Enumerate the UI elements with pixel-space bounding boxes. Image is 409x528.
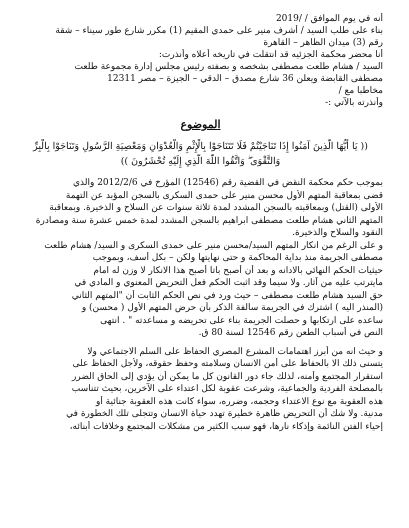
recipient-address-line: مصطفى القابضة ويعلن 36 شارع مصدق – الدقي – الجيزة – مصر 12311 — [107, 74, 383, 84]
paragraph-line: النص في أسباب الطعن رقم 12546 لسنة 80 ق. — [198, 328, 383, 338]
paragraph-verdict — [18, 177, 383, 240]
paragraph-line: الأولى (القتل) وبمعاقبته بالسجن المشدد لمدة ثلاثة سنوات عن السلاح و الذخيرة. وبمعاقبة — [49, 203, 383, 213]
paragraph-line: مدنية. ولا شك أن التحريض ظاهرة خطيرة تهدد حياة الانسان وتتجلى تلك الخطورة في — [66, 409, 383, 419]
document-header — [18, 13, 383, 109]
paragraph-line: و على الرغم من انكار المتهم السيد/محسن منير على حمدى السكرى و السيد/ هشام طلعت — [44, 240, 383, 251]
paragraph-line: المتهم الثاني هشام طلعت مصطفى ابراهيم بالسجن المشدد لمدة خمس عشرة سنة ومصادرة — [35, 215, 383, 226]
verse-line-1: (( يَا أَيُّهَا الَّذِينَ آمَنُوا إِذَا تَنَاجَيْتُمْ فَلَا تَتَنَاجَوْا بِالْإِثْمِ وَالْعُدْوَانِ وَمَعْصِيَةِ الرَّسُولِ وَتَنَاجَوْا بِالْبِرِّ — [33, 141, 368, 152]
paragraph-denial — [18, 240, 383, 340]
addressed-with-line: مخاطبا مع / — [338, 86, 383, 96]
paragraph-line: بالمصلحة الفردية والجماعية، وشرعت عقوبة لكل اعتداء على الآخرين، بحيث تتناسب — [71, 384, 383, 394]
quran-verse — [24, 139, 377, 169]
requester-address-line: رقم (3) ميدان الظاهر – القاهرة — [263, 38, 383, 48]
paragraph-line: يتسنى ذلك الا بالحفاظ على أمن الانسان وسلامته وحفظ حقوقه، ولأجل الحفاظ على — [72, 359, 383, 369]
paragraph-line: (المنذر اليه ) اشترك في الجريمة سالفة الذكر بأن حرض المتهم الأول ( محسن) و — [81, 303, 383, 313]
verse-line-2: وَالتَّقْوَى ۖ وَاتَّقُوا اللَّهَ الَّذِي إِلَيْهِ تُحْشَرُونَ )) — [120, 156, 281, 167]
paragraph-line: هذه العقوبة مع نوع الاعتداء وحجمه، وضرره، سواء كانت هذه العقوبة جنائية أو — [95, 396, 383, 407]
paragraph-line: حيثيات الحكم النهائي بالادانه و بعد أن أصبح باتا أصبح هذا الانكار لا وزن له امام — [93, 265, 383, 276]
paragraph-line: بموجب حكم محكمة النقض في القضية رقم (12546) المؤرخ في 2012/2/6 والذي — [72, 178, 383, 188]
notice-intro-line: وأنذرته بالآتي :- — [325, 98, 383, 108]
paragraph-legislator — [18, 346, 383, 434]
paragraph-line: إحياء الفتن النائمة وإذكاء نارها، فهو سبب الكثير من مشكلات المجتمع وخلافات أبنائه، — [69, 421, 383, 432]
section-title: الموضوع — [180, 118, 221, 131]
paragraph-line: و حيث انه من أبرز اهتمامات المشرع المصري الحفاظ على السلم الاجتماعي ولا — [87, 346, 383, 357]
paragraph-line: قضى بمعاقبة المتهم الأول محسن منير على حمدى السكرى بالسجن المؤبد عن التهمة — [65, 190, 383, 201]
requester-line: بناء على طلب السيد / أشرف منير على حمدي المقيم (1) مكرر شارع طور سيناء – شقة — [55, 26, 383, 36]
paragraph-line: مايترتب عليه من آثار. ولا سيما وقد اثبت الحكم فعل التحريض المعنوي و المادي في — [74, 278, 383, 288]
date-line: أنه في يوم الموافق / /2019 — [275, 14, 383, 24]
paragraph-line: ساعده على ارتكابها و حصلت الجريمة بناء على تحريضه و مساعدته " . انتهى — [100, 315, 383, 326]
paragraph-line: حق السيد هشام طلعت مصطفى – حيث ورد في نص الحكم الثابت أن "المتهم الثاني — [71, 290, 383, 301]
bailiff-line: أنا محضر محكمة الجزئيه قد انتقلت في تاريخه أعلاه وأنذرت: — [158, 50, 383, 60]
paragraph-line: استقرار المجتمع وأمنه، لذلك جاء دور القانون كل ما يمكن أن يؤدي إلى الحاق الضرر — [72, 371, 383, 382]
paragraph-line: مصطفى الجريمة منذ بداية المحاكمة و حتى نهايتها ولكن – بكل أسف، وبموجب — [92, 253, 383, 263]
recipient-line: السيد / هشام طلعت مصطفى بشخصه و بصفته رئيس مجلس إدارة مجموعة طلعت — [74, 62, 383, 72]
paragraph-line: النقود والسلاح والذخيرة. — [292, 228, 383, 238]
